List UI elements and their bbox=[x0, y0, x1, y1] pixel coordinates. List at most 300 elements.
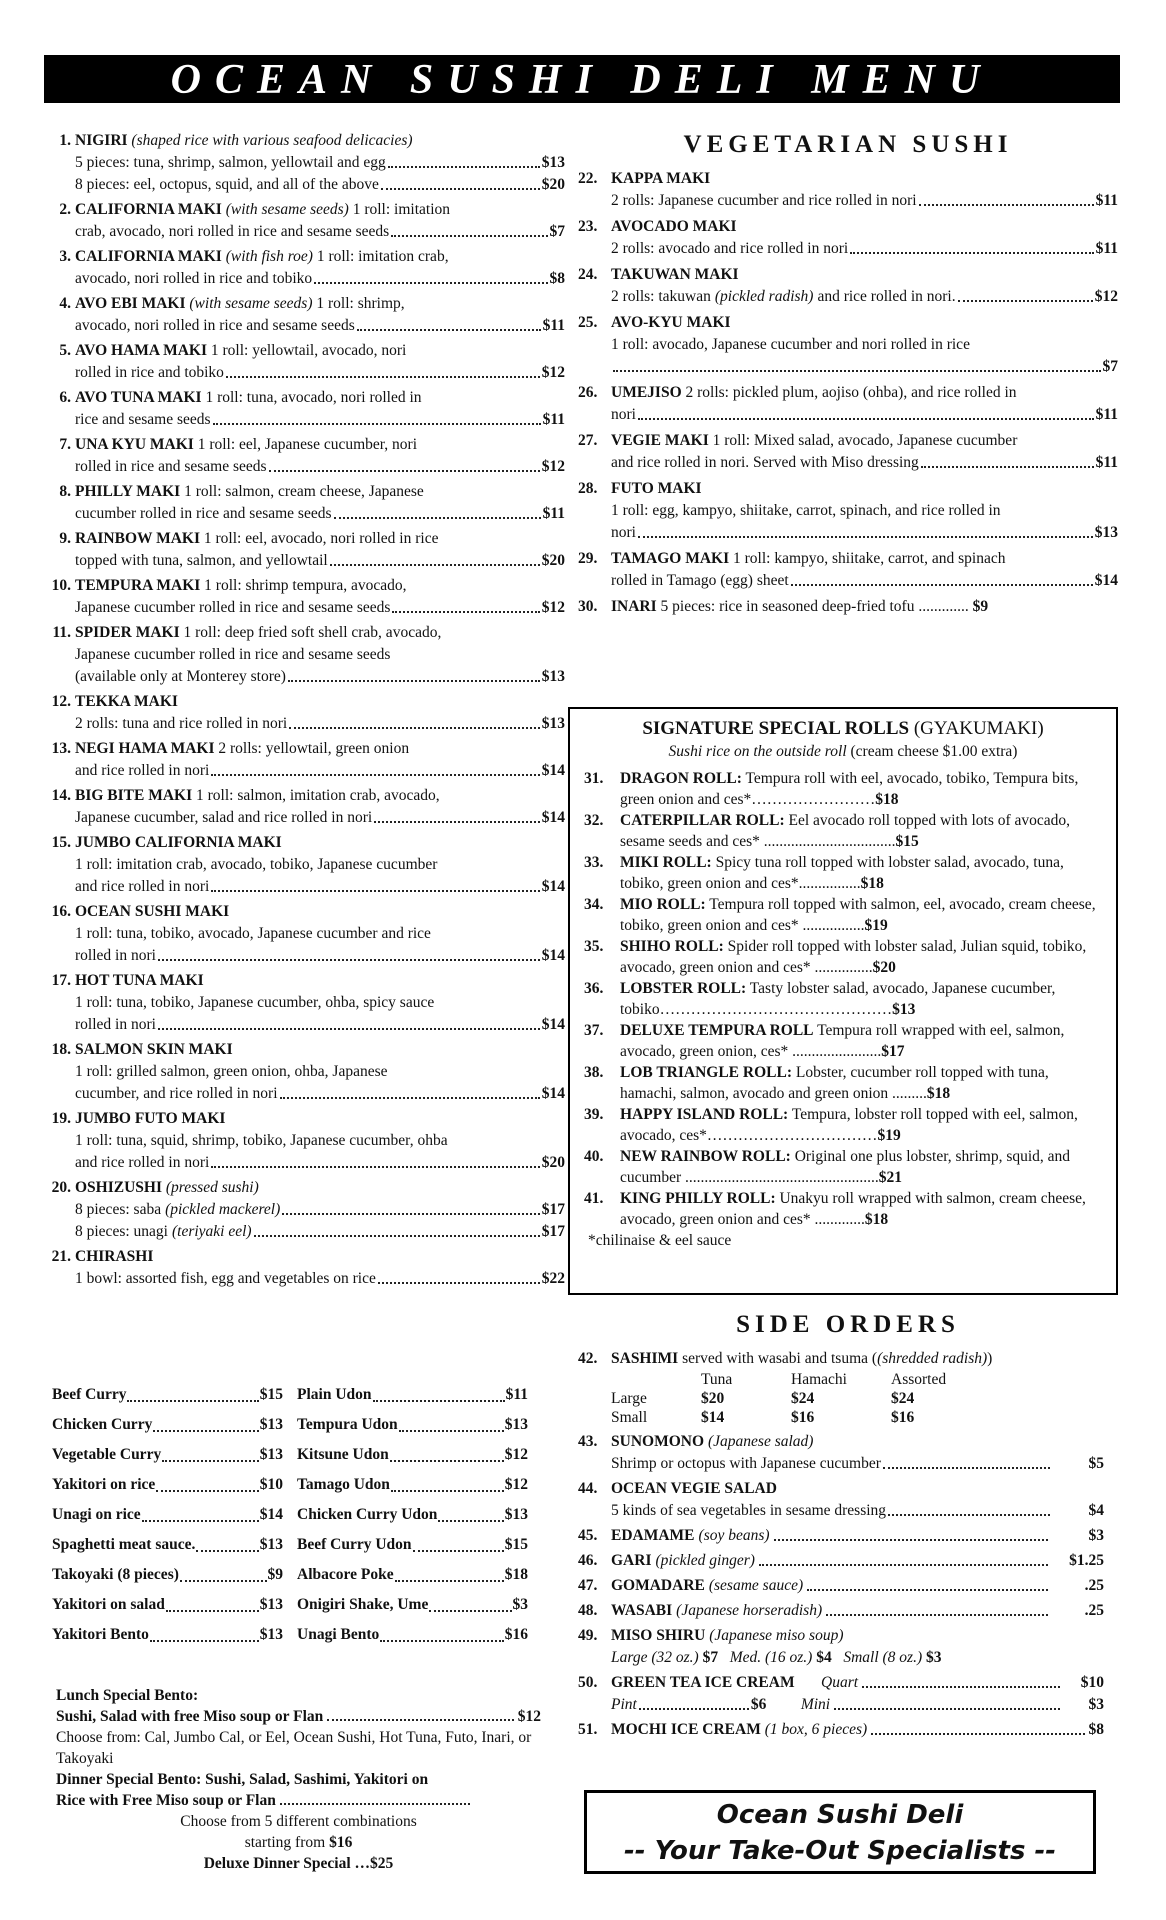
side-heading-text bbox=[611, 1431, 1118, 1453]
extras-item bbox=[52, 1500, 297, 1530]
menu-item bbox=[40, 691, 565, 735]
item-note: (with sesame seeds) bbox=[189, 295, 313, 312]
item-heading-text bbox=[75, 1246, 153, 1268]
item-heading-text bbox=[75, 246, 449, 268]
item-price: $11 bbox=[542, 317, 565, 334]
veg-heading bbox=[578, 430, 1118, 452]
price-line-text: and rice rolled in nori. Served with Miso dressing bbox=[611, 454, 919, 471]
extras-row bbox=[52, 1500, 542, 1530]
sashimi-cell: $16 bbox=[891, 1409, 915, 1426]
roll-name: CATERPILLAR ROLL: bbox=[620, 812, 785, 829]
extras-item bbox=[297, 1590, 542, 1620]
item-price: $12 bbox=[541, 364, 565, 381]
roll-price: $19 bbox=[864, 917, 888, 934]
dot-leader bbox=[158, 959, 540, 961]
item-number: 47. bbox=[578, 1577, 598, 1594]
dot-leader bbox=[613, 370, 1101, 372]
extras-price: $13 bbox=[504, 1506, 528, 1523]
roll-number: 37. bbox=[584, 1022, 604, 1039]
dot-leader bbox=[388, 166, 540, 168]
item-description-line: 1 roll: tuna, squid, shrimp, tobiko, Japanese cucumber, ohba bbox=[75, 1132, 448, 1149]
item-description: 1 roll: yellowtail, avocado, nori bbox=[210, 342, 407, 359]
item-number: 27. bbox=[578, 432, 598, 449]
item-heading-text bbox=[75, 691, 178, 713]
menu-item-heading bbox=[40, 832, 565, 854]
extras-item bbox=[52, 1470, 297, 1500]
signature-roll bbox=[570, 768, 1116, 810]
extras-item bbox=[52, 1530, 297, 1560]
veg-item bbox=[578, 478, 1118, 544]
dot-leader bbox=[211, 890, 539, 892]
price-line bbox=[40, 713, 565, 735]
side-item bbox=[578, 1575, 1118, 1597]
veg-item bbox=[578, 382, 1118, 426]
item-number: 19. bbox=[51, 1110, 71, 1127]
veg-item bbox=[578, 312, 1118, 378]
side-item bbox=[578, 1431, 1118, 1475]
side-heading-text bbox=[611, 1550, 1118, 1572]
item-price: $14 bbox=[541, 762, 565, 779]
veg-heading bbox=[578, 264, 1118, 286]
roll-text bbox=[620, 810, 1106, 852]
item-heading-text bbox=[75, 901, 229, 923]
extras-item bbox=[297, 1500, 542, 1530]
item-description-line: 1 roll: tuna, tobiko, avocado, Japanese cucumber and rice bbox=[75, 925, 431, 942]
item-note: (sesame sauce) bbox=[708, 1577, 804, 1594]
extras-row bbox=[52, 1380, 542, 1410]
item-number: 3. bbox=[59, 248, 71, 265]
veg-item bbox=[578, 264, 1118, 308]
extras-price: $13 bbox=[259, 1416, 283, 1433]
price-line-text: 8 pieces: eel, octopus, squid, and all of the above bbox=[75, 176, 379, 193]
roll-price: $20 bbox=[872, 959, 896, 976]
deluxe-dinner-special: Deluxe Dinner Special …$25 bbox=[203, 1855, 394, 1872]
veg-item bbox=[578, 216, 1118, 260]
item-name: AVO TUNA MAKI bbox=[75, 389, 202, 406]
veg-heading-text bbox=[611, 430, 1118, 452]
veg-heading bbox=[578, 382, 1118, 404]
extras-cell bbox=[52, 1590, 297, 1620]
price-line bbox=[40, 807, 565, 829]
extras-cell bbox=[297, 1530, 542, 1560]
item-price: $20 bbox=[541, 552, 565, 569]
extras-name: Unagi Bento bbox=[297, 1626, 380, 1643]
footer-line2: -- Your Take-Out Specialists -- bbox=[623, 1836, 1057, 1866]
extras-name: Chicken Curry bbox=[52, 1416, 153, 1433]
roll-text bbox=[620, 768, 1106, 810]
roll-number: 34. bbox=[584, 896, 604, 913]
item-price: $5 bbox=[1088, 1455, 1104, 1472]
item-price: $13 bbox=[541, 715, 565, 732]
item-price: $3 bbox=[1088, 1527, 1104, 1544]
roll-description: Tempura roll with eel, avocado, tobiko, Tempura bits, green onion and ces*…………………… bbox=[620, 770, 1079, 808]
item-price: $22 bbox=[541, 1270, 565, 1287]
veg-heading-text bbox=[611, 264, 1118, 286]
dot-leader bbox=[357, 329, 541, 331]
side-heading bbox=[578, 1550, 1118, 1572]
item-number: 26. bbox=[578, 384, 598, 401]
item-heading-text bbox=[75, 622, 441, 644]
roll-name: LOB TRIANGLE ROLL: bbox=[620, 1064, 792, 1081]
item-name: CALIFORNIA MAKI bbox=[75, 201, 222, 218]
veg-item bbox=[578, 596, 1118, 618]
price-line-text: cucumber rolled in rice and sesame seeds bbox=[75, 505, 332, 522]
extras-name: Yakitori Bento bbox=[52, 1626, 149, 1643]
item-description: 1 roll: eel, Japanese cucumber, nori bbox=[197, 436, 418, 453]
item-description-line: Japanese cucumber rolled in rice and sesame seeds bbox=[75, 646, 391, 663]
extras-name: Tempura Udon bbox=[297, 1416, 398, 1433]
item-name: JUMBO FUTO MAKI bbox=[75, 1110, 226, 1127]
price-line bbox=[578, 356, 1118, 378]
item-name: JUMBO CALIFORNIA MAKI bbox=[75, 834, 282, 851]
veg-heading-text bbox=[611, 382, 1118, 404]
extras-cell bbox=[297, 1620, 542, 1650]
dot-leader bbox=[378, 1282, 540, 1284]
price-line-text: avocado, nori rolled in rice and tobiko bbox=[75, 270, 313, 287]
green-tea-sizes: Pint $6 Mini $3 bbox=[611, 1696, 1104, 1713]
item-name: AVO HAMA MAKI bbox=[75, 342, 208, 359]
extras-cell bbox=[297, 1440, 542, 1470]
item-name: WASABI bbox=[611, 1602, 673, 1619]
item-number: 24. bbox=[578, 266, 598, 283]
item-price: $4 bbox=[1088, 1502, 1104, 1519]
side-heading bbox=[578, 1575, 1118, 1597]
dot-leader bbox=[213, 423, 541, 425]
side-heading bbox=[578, 1431, 1118, 1453]
side-item bbox=[578, 1478, 1118, 1522]
maki-list bbox=[40, 130, 565, 1293]
price-line-text: topped with tuna, salmon, and yellowtail bbox=[75, 552, 328, 569]
dot-leader bbox=[395, 1580, 504, 1582]
dinner-bento-line2: Rice with Free Miso soup or Flan bbox=[56, 1790, 541, 1811]
item-description: 1 roll: shrimp tempura, avocado, bbox=[204, 577, 407, 594]
mochi-item: 51. MOCHI ICE CREAM (1 box, 6 pieces) $8 bbox=[578, 1721, 1104, 1738]
extras-row bbox=[52, 1620, 542, 1650]
item-number: 23. bbox=[578, 218, 598, 235]
veg-heading bbox=[578, 596, 1118, 618]
item-description: 1 roll: kampyo, shiitake, carrot, and spinach bbox=[732, 550, 1006, 567]
dot-leader bbox=[380, 1640, 504, 1642]
extras-cell bbox=[52, 1440, 297, 1470]
item-description: 1 roll: Mixed salad, avocado, Japanese cucumber bbox=[712, 432, 1018, 449]
menu-item-heading bbox=[40, 622, 565, 644]
extras-name: Plain Udon bbox=[297, 1386, 372, 1403]
item-heading-text bbox=[75, 738, 409, 760]
price-line bbox=[40, 1083, 565, 1105]
extras-item bbox=[52, 1560, 297, 1590]
extras-item bbox=[297, 1410, 542, 1440]
price-line-text: Shrimp or octopus with Japanese cucumber bbox=[611, 1455, 881, 1472]
menu-item-heading bbox=[40, 387, 565, 409]
veg-heading-text bbox=[611, 312, 1118, 334]
side-order-list bbox=[578, 1431, 1118, 1622]
dot-leader bbox=[826, 1614, 1048, 1616]
item-name: NIGIRI bbox=[75, 132, 128, 149]
price-line-note: (teriyaki eel) bbox=[171, 1223, 252, 1240]
item-note: (pickled ginger) bbox=[655, 1552, 755, 1569]
item-note: (pressed sushi) bbox=[165, 1179, 259, 1196]
extras-cell bbox=[52, 1560, 297, 1590]
price-line bbox=[40, 760, 565, 782]
item-note: (Japanese horseradish) bbox=[676, 1602, 823, 1619]
roll-price: $15 bbox=[895, 833, 919, 850]
menu-item bbox=[40, 832, 565, 898]
price-line-text: Japanese cucumber, salad and rice rolled in nori bbox=[75, 809, 373, 826]
price-line bbox=[40, 362, 565, 384]
dot-leader bbox=[211, 1166, 539, 1168]
veg-heading bbox=[578, 548, 1118, 570]
side-heading bbox=[578, 1478, 1118, 1500]
menu-item bbox=[40, 340, 565, 384]
price-line-text: 8 pieces: saba bbox=[75, 1201, 162, 1218]
extras-item bbox=[52, 1620, 297, 1650]
roll-name: NEW RAINBOW ROLL: bbox=[620, 1148, 791, 1165]
price-line bbox=[578, 1500, 1118, 1522]
price-line bbox=[40, 1014, 565, 1036]
item-price: $17 bbox=[541, 1201, 565, 1218]
roll-description: Lobster, cucumber roll topped with tuna, hamachi, salmon, avocado and green onion ......... bbox=[620, 1064, 1049, 1102]
dot-leader bbox=[158, 1028, 540, 1030]
item-description: 1 roll: shrimp, bbox=[316, 295, 405, 312]
extras-item bbox=[52, 1440, 297, 1470]
price-line bbox=[40, 456, 565, 478]
item-name: EDAMAME bbox=[611, 1527, 695, 1544]
menu-item-heading bbox=[40, 691, 565, 713]
sashimi-header: Hamachi bbox=[791, 1371, 847, 1388]
dot-leader bbox=[919, 204, 1094, 206]
extras-name: Vegetable Curry bbox=[52, 1446, 162, 1463]
roll-name: LOBSTER ROLL: bbox=[620, 980, 747, 997]
price-line bbox=[578, 570, 1118, 592]
dot-leader bbox=[254, 1235, 540, 1237]
dot-leader bbox=[226, 376, 540, 378]
dot-leader bbox=[381, 188, 540, 190]
roll-text bbox=[620, 852, 1106, 894]
extras-price: $15 bbox=[504, 1536, 528, 1553]
roll-number: 41. bbox=[584, 1190, 604, 1207]
price-line bbox=[40, 1152, 565, 1174]
veg-heading bbox=[578, 478, 1118, 500]
item-heading-text bbox=[75, 785, 440, 807]
item-name: PHILLY MAKI bbox=[75, 483, 181, 500]
extras-name: Yakitori on rice bbox=[52, 1476, 156, 1493]
dot-leader bbox=[438, 1520, 503, 1522]
sashimi-header: Assorted bbox=[891, 1371, 947, 1388]
menu-item bbox=[40, 246, 565, 290]
vegetarian-list bbox=[578, 168, 1118, 618]
menu-item-heading bbox=[40, 293, 565, 315]
price-line bbox=[40, 876, 565, 898]
price-line-text: cucumber, and rice rolled in nori bbox=[75, 1085, 278, 1102]
extras-name: Tamago Udon bbox=[297, 1476, 390, 1493]
signature-roll bbox=[570, 978, 1116, 1020]
item-name: BIG BITE MAKI bbox=[75, 787, 193, 804]
dot-leader bbox=[211, 774, 539, 776]
extras-price: $10 bbox=[259, 1476, 283, 1493]
menu-item bbox=[40, 481, 565, 525]
item-name: AVO EBI MAKI bbox=[75, 295, 186, 312]
roll-price: $17 bbox=[881, 1043, 905, 1060]
item-number: 20. bbox=[51, 1179, 71, 1196]
price-line-text: and rice rolled in nori. bbox=[817, 288, 956, 305]
dot-leader bbox=[958, 300, 1093, 302]
extras-name: Onigiri Shake, Ume bbox=[297, 1596, 429, 1613]
item-description: 1 roll: imitation bbox=[352, 201, 451, 218]
menu-item bbox=[40, 785, 565, 829]
item-description-line: 1 roll: egg, kampyo, shiitake, carrot, spinach, and rice rolled in bbox=[611, 502, 1001, 519]
veg-heading bbox=[578, 312, 1118, 334]
roll-text bbox=[620, 936, 1106, 978]
price-line bbox=[40, 550, 565, 572]
roll-number: 33. bbox=[584, 854, 604, 871]
item-name: TAMAGO MAKI bbox=[611, 550, 730, 567]
signature-roll bbox=[570, 1020, 1116, 1062]
price-line bbox=[40, 268, 565, 290]
menu-item-heading bbox=[40, 1039, 565, 1061]
item-heading-text bbox=[75, 199, 450, 221]
extras-price: $16 bbox=[504, 1626, 528, 1643]
sashimi-cell: Large bbox=[611, 1390, 647, 1407]
signature-rolls-box bbox=[568, 707, 1118, 1295]
dot-leader bbox=[883, 1467, 1050, 1469]
extras-item bbox=[297, 1440, 542, 1470]
signature-roll bbox=[570, 1062, 1116, 1104]
signature-roll bbox=[570, 1104, 1116, 1146]
dot-leader bbox=[638, 536, 1093, 538]
dot-leader bbox=[807, 1589, 1048, 1591]
extras-price: $12 bbox=[504, 1446, 528, 1463]
item-price: .25 bbox=[1084, 1577, 1104, 1594]
roll-price: $21 bbox=[878, 1169, 902, 1186]
dot-leader bbox=[774, 1539, 1048, 1541]
item-number: 46. bbox=[578, 1552, 598, 1569]
extras-cell bbox=[297, 1380, 542, 1410]
item-name: OCEAN SUSHI MAKI bbox=[75, 903, 230, 920]
item-heading-text bbox=[75, 293, 405, 315]
roll-name: DELUXE TEMPURA ROLL bbox=[620, 1022, 814, 1039]
extras-price: $18 bbox=[504, 1566, 528, 1583]
roll-number: 31. bbox=[584, 770, 604, 787]
extras-cell bbox=[297, 1500, 542, 1530]
roll-text bbox=[620, 1104, 1106, 1146]
item-number: 12. bbox=[51, 693, 71, 710]
menu-item-heading bbox=[40, 901, 565, 923]
item-name: OSHIZUSHI bbox=[75, 1179, 163, 1196]
side-heading-text bbox=[611, 1575, 1118, 1597]
price-line bbox=[578, 286, 1118, 308]
item-name: GOMADARE bbox=[611, 1577, 705, 1594]
item-name: TEMPURA MAKI bbox=[75, 577, 201, 594]
menu-item-heading bbox=[40, 785, 565, 807]
dot-leader bbox=[373, 1400, 505, 1402]
price-line bbox=[40, 1268, 565, 1290]
sashimi-header bbox=[611, 1370, 701, 1389]
item-number: 16. bbox=[51, 903, 71, 920]
extras-item bbox=[297, 1380, 542, 1410]
menu-item bbox=[40, 622, 565, 688]
item-name: CALIFORNIA MAKI bbox=[75, 248, 222, 265]
price-line-text: and rice rolled in nori bbox=[75, 878, 210, 895]
dot-leader bbox=[399, 1430, 504, 1432]
item-description-line: 1 roll: tuna, tobiko, Japanese cucumber, ohba, spicy sauce bbox=[75, 994, 435, 1011]
lunch-bento-choices: Choose from: Cal, Jumbo Cal, or Eel, Ocean Sushi, Hot Tuna, Futo, Inari, or Takoyaki bbox=[56, 1729, 532, 1767]
item-price: $14 bbox=[541, 878, 565, 895]
item-description: 2 rolls: yellowtail, green onion bbox=[218, 740, 410, 757]
dot-leader bbox=[289, 727, 540, 729]
price-line-text: 2 rolls: takuwan bbox=[611, 288, 711, 305]
dinner-bento-line1: Dinner Special Bento: Sushi, Salad, Sashimi, Yakitori on bbox=[56, 1771, 429, 1788]
item-description-line: 1 roll: grilled salmon, green onion, ohba, Japanese bbox=[75, 1063, 388, 1080]
price-line bbox=[40, 503, 565, 525]
menu-item-heading bbox=[40, 1246, 565, 1268]
price-line bbox=[578, 404, 1118, 426]
price-line bbox=[40, 1221, 565, 1243]
extras-item bbox=[297, 1620, 542, 1650]
extras-price: $13 bbox=[504, 1416, 528, 1433]
menu-item-heading bbox=[40, 340, 565, 362]
extras-price: $13 bbox=[259, 1596, 283, 1613]
extras-cell bbox=[52, 1380, 297, 1410]
menu-item bbox=[40, 199, 565, 243]
menu-item bbox=[40, 1246, 565, 1290]
item-note: (soy beans) bbox=[698, 1527, 770, 1544]
side-heading-text bbox=[611, 1478, 1118, 1500]
roll-description: Tempura roll topped with salmon, eel, avocado, cream cheese, tobiko, green onion and ces* ................ bbox=[620, 896, 1096, 934]
dot-leader bbox=[791, 584, 1093, 586]
extras-row bbox=[52, 1560, 542, 1590]
sashimi-cell: $14 bbox=[701, 1409, 725, 1426]
price-line-text: 1 bowl: assorted fish, egg and vegetables on rice bbox=[75, 1270, 376, 1287]
extras-row bbox=[52, 1440, 542, 1470]
price-line-text: and rice rolled in nori bbox=[75, 1154, 210, 1171]
menu-item bbox=[40, 528, 565, 572]
extras-name: Kitsune Udon bbox=[297, 1446, 389, 1463]
side-item bbox=[578, 1550, 1118, 1572]
item-price: $20 bbox=[541, 176, 565, 193]
item-name: UMEJISO bbox=[611, 384, 682, 401]
roll-description: Unakyu roll wrapped with salmon, cream cheese, avocado, green onion and ces* ............. bbox=[620, 1190, 1086, 1228]
dot-leader bbox=[142, 1520, 259, 1522]
roll-number: 39. bbox=[584, 1106, 604, 1123]
item-price: $11 bbox=[1095, 192, 1118, 209]
roll-number: 40. bbox=[584, 1148, 604, 1165]
item-number: 18. bbox=[51, 1041, 71, 1058]
price-line bbox=[40, 666, 565, 688]
veg-heading bbox=[578, 168, 1118, 190]
roll-text bbox=[620, 1020, 1106, 1062]
dot-leader: ............. bbox=[918, 598, 969, 615]
dot-leader bbox=[429, 1610, 511, 1612]
extras-item bbox=[52, 1380, 297, 1410]
roll-text bbox=[620, 978, 1106, 1020]
item-name: RAINBOW MAKI bbox=[75, 530, 201, 547]
lunch-bento-title: Lunch Special Bento: bbox=[56, 1687, 199, 1704]
lunch-bento-line: Sushi, Salad with free Miso soup or Flan $12 bbox=[56, 1708, 541, 1725]
extras-item bbox=[297, 1470, 542, 1500]
extras-cell bbox=[297, 1590, 542, 1620]
extras-price: $14 bbox=[259, 1506, 283, 1523]
extras-cell bbox=[52, 1620, 297, 1650]
vegetarian-section bbox=[578, 130, 1118, 622]
dot-leader bbox=[391, 235, 547, 237]
menu-item-heading bbox=[40, 246, 565, 268]
item-heading-text bbox=[75, 387, 422, 409]
item-number: 7. bbox=[59, 436, 71, 453]
item-name: VEGIE MAKI bbox=[611, 432, 709, 449]
veg-item bbox=[578, 430, 1118, 474]
extras-name: Beef Curry bbox=[52, 1386, 127, 1403]
roll-price: $18 bbox=[864, 1211, 889, 1228]
